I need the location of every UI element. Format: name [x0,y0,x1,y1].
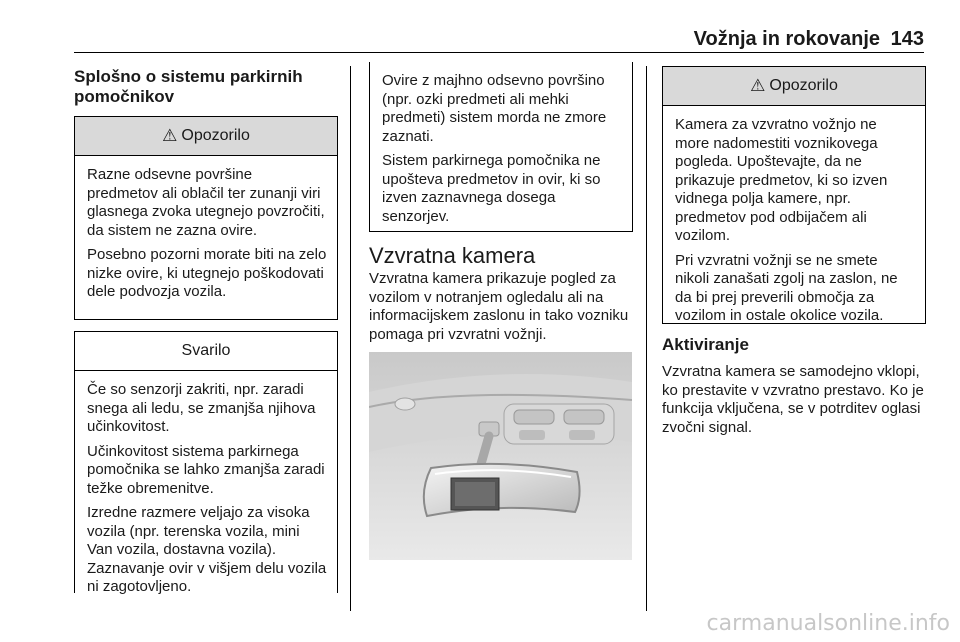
activation-text: Vzvratna kamera se samodejno vklopi, ko prestavite v vzvratno prestavo. Ko je funkcija vključena, se v potrditev oglasi zvočni signal. [662,363,924,436]
column-divider-2 [646,66,647,611]
warning-box-header [75,117,337,156]
caution-box-body [75,371,337,609]
continued-paragraph-1: Ovire z majhno odsevno površino (npr. ozki predmeti ali mehki predmeti) sistem morda ne zmore zaznati. [382,72,607,145]
warning-triangle-icon: ⚠ [162,126,178,145]
caution-box-continued [369,62,633,232]
activation-block [662,363,928,443]
caution-box-title: Svarilo [181,342,231,359]
warning-box-title: Opozorilo [181,127,250,144]
page-number: 143 [890,28,924,50]
warning-2-paragraph-1: Kamera za vzvratno vožnjo ne more nadomestiti voznikovega pogleda. Upoštevajte, da ne prikazuje predmetov, ki so izven vidnega polja kamere, npr. predmetov pod odbijačem ali vozilom. [675,116,888,244]
caution-box [74,331,338,593]
warning-box-body [75,156,337,314]
rear-camera-intro-text: Vzvratna kamera prikazuje pogled za vozilom v notranjem ogledalu ali na informacijskem zaslonu in tako vozniku pomaga pri vzvratni vožnji. [369,270,629,343]
rear-view-mirror-illustration [369,352,632,560]
continued-paragraph-2: Sistem parkirnega pomočnika ne upošteva predmetov in ovir, ki so izven zaznavnega dosega senzorjev. [382,152,601,225]
warning-box-2-header [663,67,925,106]
watermark: carmanualsonline.info [706,611,950,636]
caution-continued-body [370,62,632,238]
caution-paragraph-1: Če so senzorji zakriti, npr. zaradi snega ali ledu, se zmanjša njihova učinkovitost. [87,381,316,435]
caution-paragraph-2: Učinkovitost sistema parkirnega pomočnika se lahko zmanjša zaradi težke obremenitve. [87,442,325,497]
warning-box-2-body [663,106,925,338]
column-divider-1 [350,66,351,611]
warning-triangle-icon: ⚠ [750,76,766,95]
subsection-title-activation: Aktiviranje [662,335,749,354]
warning-box-1 [74,116,338,320]
section-title-rear-camera: Vzvratna kamera [369,243,536,268]
warning-box-2-title: Opozorilo [769,77,838,94]
rear-camera-intro [369,270,637,350]
header-rule [74,52,924,53]
warning-paragraph-1: Razne odsevne površine predmetov ali oblačil ter zunanji viri glasnega zvoka utegnejo povzročiti, da sistem ne zazna ovire. [87,166,325,239]
section-title-parking-assist: Splošno o sistemu parkirnih pomočnikov [74,67,303,106]
warning-2-paragraph-2: Pri vzvratni vožnji se ne smete nikoli zanašati zgolj na zaslon, ne da bi prej preverili območja za vozilom in ostale okolice vozila. [675,251,898,324]
warning-box-2 [662,66,926,324]
running-header-title: Vožnja in rokovanje [693,28,880,50]
caution-box-header [75,332,337,371]
warning-paragraph-2: Posebno pozorni morate biti na zelo nizke ovire, ki utegnejo poškodovati dele podvozja vozila. [87,246,327,300]
caution-paragraph-3: Izredne razmere veljajo za visoka vozila (npr. terenska vozila, mini Van vozila, dostavna vozila). Zaznavanje ovir v višjem delu vozila ni zagotovljeno. [87,504,327,595]
